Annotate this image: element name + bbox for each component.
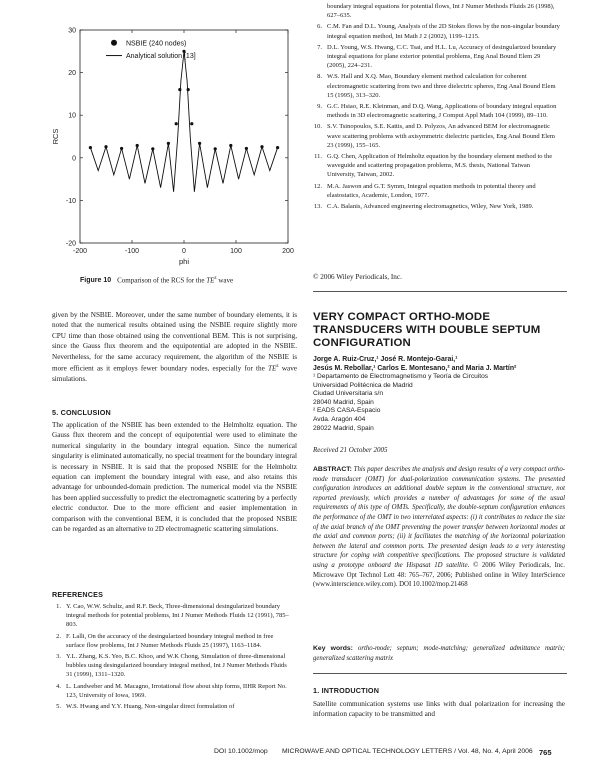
results-text: given by the NSBIE. Moreover, under the same number of boundary elements, it is noted that the numerical results obtained using the NSBIE require slightly more CPU time than those obtained using the conventional BEM. This is not surprising, since the Gauss flux theorem and the equipotential are adopted in the NSBIE. Nevertheless, for the same accuracy requirement, the algorithm of the NSBIE is more efficient as it employs fewer boundary nodes, especially for the [52, 311, 297, 373]
reference-text: W.S. Hall and X.Q. Mao, Boundary element method calculation for coherent electromagnetic scattering from two and three dielectric spheres, Eng Anal Bound Elem 15 (1995), 313–320. [327, 73, 556, 99]
x-tick-label: 200 [282, 248, 294, 255]
series-point-nsbie [120, 147, 123, 150]
reference-text: G.C. Hsiao, R.E. Kleinman, and D.Q. Wang, Applications of boundary integral equation methods in 3D electromagnetic scattering, J Comput Appl Math 104 (1999), 89–110. [327, 103, 557, 120]
abstract-text: This paper describes the analysis and design results of a very compact ortho-mode transducer (OMT) for dual-polarization communication systems. The presented configuration introduces an additional double septum in the conventional structure, not reported previously, which provides a number of advantages for some of the usual requirements of this type of OMTs. Specifically, the double-septum configuration enhances the performance of the OMT in two interrelated aspects: (i) it contributes to reduce the size of the axial branch of the OMT preventing the power transfer between horizontal modes at the axial and common ports; (ii) it facilitates the matching of the horizontal polarization between the lateral and common ports. The presented design leads to a very interesting structure for coping with competitive specifications. The proposed structure is validated using a prototype onboard the Hispasat 1D satellite. [313, 466, 565, 569]
authors-line-2: Jesús M. Rebollar,¹ Carlos E. Montesano,² and Maria J. Martín² [313, 365, 517, 372]
x-tick-label: -200 [72, 248, 88, 255]
reference-text: C.M. Fan and D.L. Young, Analysis of the 2D Stokes flows by the non-singular boundary integral equation method, Int Math J 2 (2002), 1199–1215. [327, 23, 560, 40]
results-text-end: wave simulations. [52, 364, 297, 383]
y-tick-label: 20 [68, 70, 76, 78]
keywords [313, 644, 565, 663]
reference-text: boundary integral equations for potential flows, Int J Numer Methods Fluids 26 (1998), 627–635. [327, 3, 555, 20]
y-tick-label: -10 [65, 197, 76, 205]
reference-item [308, 152, 560, 180]
abstract [313, 465, 565, 590]
series-point-nsbie [187, 88, 190, 91]
reference-item [308, 102, 560, 120]
series-point-nsbie [229, 144, 232, 147]
reference-item [308, 2, 560, 20]
conclusion-text: The application of the NSBIE has been extended to the Helmholtz equation. The Gauss flux theorem and the concept of equipotential were used to eliminate the numerical singularity in the boundary integral equation. Since the numerical singularity is eliminated automatically, no special treatment for the boundary integral is necessary in NSBIE. It is said that the proposed NSBIE for the Helmholtz equation can implement the boundary integral with ease, and also retains this advantage for unbounded-domain prediction. The numerical model via the NSBIE has been applied successfully to predict the electromagnetic scattering by a perfectly electric conductor. Due to the more efficient and easier implementation in comparison with the conventional BEM, it is concluded that the proposed NSBIE can be regarded as an alternative to 2D electromagnetic scattering simulations. [52, 421, 297, 534]
reference-text: S.V. Tsinopoulos, S.E. Kattis, and D. Polyzos, An advanced BEM for electromagnetic wave scattering problems with axisymmetric dielectric particles, Eng Anal Bound Elem 23 (1999), 155–165. [327, 123, 555, 149]
keywords-label: Key words: [313, 645, 353, 652]
figure-caption-suffix: wave [216, 276, 234, 285]
keywords-rule [313, 673, 567, 674]
reference-item [308, 182, 560, 200]
reference-number: 1. [56, 603, 61, 610]
y-tick-label: 30 [68, 27, 76, 35]
reference-item [47, 602, 292, 630]
reference-number: 8. [317, 73, 322, 81]
received-date: Received 21 October 2005 [313, 446, 388, 454]
affiliation-line: ¹ Departamento de Electromagnetismo y Teoría de Circuitos [313, 373, 489, 380]
y-tick-label: 10 [68, 112, 76, 120]
affiliation-line: ² EADS CASA-Espacio [313, 407, 381, 415]
reference-item [47, 702, 292, 711]
results-paragraph [52, 310, 297, 384]
figure-label: Figure 10 [80, 277, 112, 285]
x-tick-label: 100 [230, 248, 242, 255]
x-axis-label: phi [178, 257, 190, 266]
figure-caption-sup: z [214, 276, 217, 281]
reference-number: 5. [56, 703, 61, 711]
series-point-nsbie [89, 146, 92, 149]
references-list-left [47, 602, 292, 713]
reference-item [308, 43, 560, 71]
series-point-nsbie [214, 147, 217, 150]
reference-number: 12. [313, 182, 322, 190]
references-heading: REFERENCES [52, 590, 104, 599]
affiliation-line: 28040 Madrid, Spain [313, 398, 374, 406]
abstract-tail: © 2006 Wiley Periodicals, Inc. Microwave Opt Technol Lett 48: 765–767, 2006; Published online in Wiley InterScience (www.interscience.wiley.com). DOI 10.1002/mop.21468 [313, 561, 566, 589]
introduction-text: Satellite communication systems use links with dual polarization for increasing the information capacity to be transmitted and [313, 700, 565, 719]
affiliation-line: Avda. Aragón 404 [313, 415, 366, 423]
reference-number [308, 2, 327, 20]
affiliation-line: Ciudad Universitaria s/n [313, 390, 383, 398]
reference-number: 7. [317, 43, 322, 51]
reference-item [308, 72, 560, 100]
y-tick-label: 0 [72, 155, 76, 163]
series-line-analytical [90, 51, 277, 192]
series-point-nsbie [136, 144, 139, 147]
series-point-nsbie [175, 122, 178, 125]
reference-text: F. Lalli, On the accuracy of the desingularized boundary integral method in free surface flow problems, Int J Numer Methods Fluids 25 (1997), 1163–1184. [66, 632, 274, 649]
reference-number: 11. [314, 153, 322, 161]
reference-text: W.S. Hwang and Y.Y. Huang, Non-singular direct formulation of [66, 703, 235, 711]
results-sup: z [276, 364, 279, 370]
reference-text: Y. Cao, W.W. Schultz, and R.F. Beck, Three-dimensional desingularized boundary integral methods for potential problems, Int J Numer Methods Fluids 12 (1991), 785–803. [66, 603, 289, 629]
reference-number: 13. [313, 203, 322, 211]
reference-item [308, 22, 560, 40]
series-point-nsbie [190, 122, 193, 125]
results-te: TE [268, 364, 277, 373]
series-point-nsbie [178, 88, 181, 91]
reference-item [47, 682, 292, 700]
reference-text: L. Landweber and M. Macagno, Irrotational flow about ship forms, IIHR Report No. 123, University of Iowa, 1969. [66, 682, 287, 699]
series-point-nsbie [245, 147, 248, 150]
figure-caption [80, 276, 233, 284]
conclusion-heading: 5. CONCLUSION [52, 408, 111, 417]
series-point-nsbie [151, 147, 154, 150]
page-footer [0, 748, 600, 760]
references-list-right [308, 2, 560, 213]
figure-caption-prefix: Comparison of the RCS for the [117, 276, 207, 285]
reference-number: 2. [56, 632, 61, 640]
reference-item [308, 122, 560, 150]
rcs-chart [50, 18, 300, 276]
plot-frame [80, 30, 288, 243]
series-point-nsbie [167, 142, 170, 145]
reference-number: 9. [317, 103, 322, 111]
legend-label-nsbie: NSBIE (240 nodes) [126, 40, 187, 48]
legend-label-analytical: Analytical solution [13] [126, 53, 196, 61]
abstract-label: ABSTRACT: [313, 466, 352, 473]
introduction-heading: 1. INTRODUCTION [313, 686, 380, 695]
reference-number: 3. [56, 653, 61, 661]
reference-text: C.A. Balanis, Advanced engineering electromagnetics, Wiley, New York, 1989. [327, 203, 534, 211]
footer-doi: DOI 10.1002/mop [214, 748, 268, 755]
reference-number: 10. [313, 123, 322, 131]
affiliations [313, 373, 488, 433]
article-title: VERY COMPACT ORTHO-MODE TRANSDUCERS WITH DOUBLE SEPTUM CONFIGURATION [313, 311, 541, 349]
reference-number: 6. [317, 23, 322, 31]
reference-text: Y.L. Zhang, K.S. Yeo, B.C. Khoo, and W.K Chong, Simulation of three-dimensional bubbles using desingularized boundary integral method, Int J Numer Methods Fluids 31 (1999), 1311–1320. [66, 653, 287, 679]
series-point-nsbie [260, 145, 263, 148]
x-tick-label: -100 [124, 248, 140, 255]
series-point-nsbie [104, 145, 107, 148]
legend-marker-nsbie [111, 40, 117, 46]
series-point-nsbie [198, 142, 201, 145]
footer-journal: MICROWAVE AND OPTICAL TECHNOLOGY LETTERS / Vol. 48, No. 4, April 2006 [282, 748, 533, 755]
y-tick-label: -20 [65, 240, 76, 248]
authors-line-1: Jorge A. Ruiz-Cruz,¹ José R. Montejo-Garai,¹ [313, 356, 458, 363]
figure-caption-te: TE [206, 276, 215, 285]
affiliation-line: Universidad Politécnica de Madrid [313, 381, 413, 389]
x-tick-label: 0 [182, 248, 186, 255]
reference-item [47, 652, 292, 680]
keywords-text: ortho-mode; septum; mode-matching; generalized admittance matrix; generalized scattering matrix [313, 645, 565, 662]
footer-page-number: 765 [539, 748, 552, 757]
reference-text: D.L. Young, W.S. Hwang, C.C. Tsai, and H.L. Lu, Accuracy of desingularized boundary integral equations for plane exterior potential problems, Eng Anal Bound Elem 29 (2005), 224–231. [327, 43, 557, 70]
reference-item [308, 202, 560, 211]
reference-text: M.A. Jaswon and G.T. Symm, Integral equation methods in potential theory and elastostatics, Academic, London, 1977. [327, 182, 536, 199]
y-axis-label: RCS [51, 128, 60, 145]
affiliation-line: 28022 Madrid, Spain [313, 424, 374, 432]
series-point-nsbie [276, 146, 279, 149]
reference-item [47, 632, 292, 650]
copyright: © 2006 Wiley Periodicals, Inc. [313, 273, 402, 281]
section-rule [313, 291, 567, 292]
reference-text: G.Q. Chen, Application of Helmholtz equation by the boundary element method to the waveguide and scattering propagation problems, M.S. thesis, National Taiwan University, Taiwan, 2002. [327, 153, 553, 179]
reference-number: 4. [56, 682, 61, 690]
